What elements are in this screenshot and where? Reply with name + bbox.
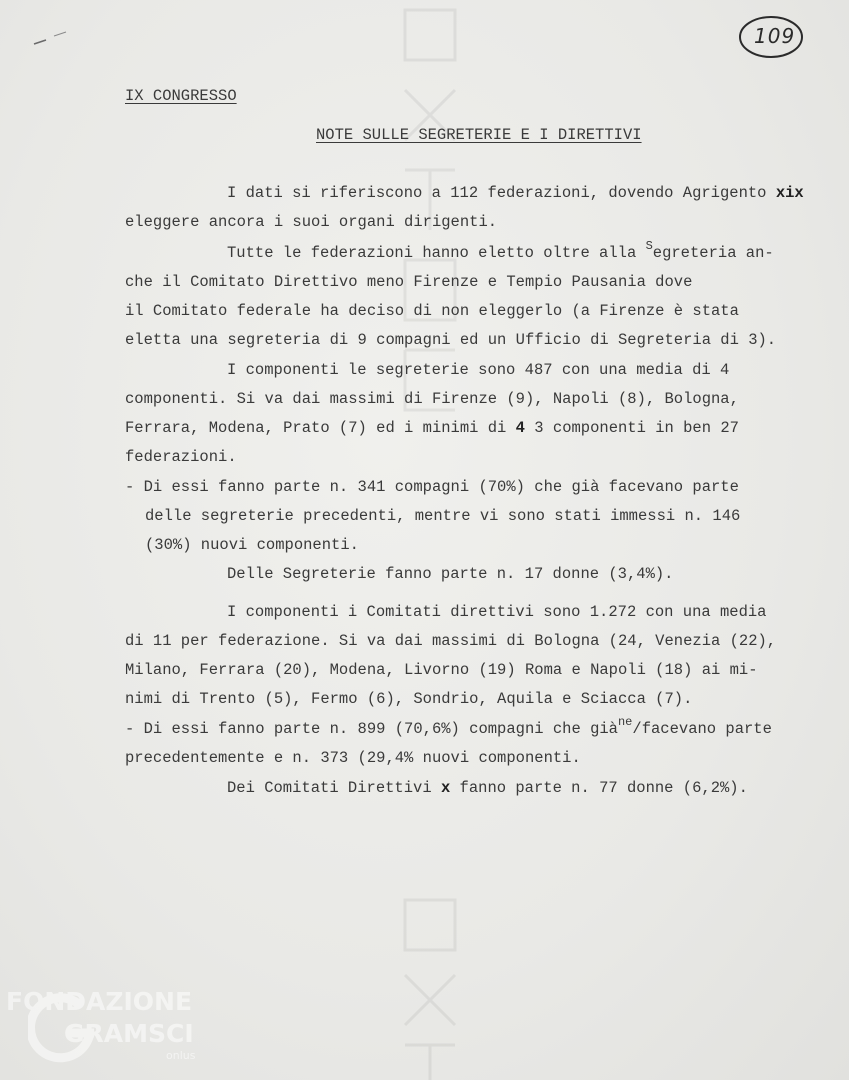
pencil-mark [32, 30, 72, 50]
paragraph-line: eleggere ancora i suoi organi dirigenti. [125, 213, 498, 231]
page-number: 109 [754, 24, 796, 48]
logo-suffix: onlus [166, 1049, 196, 1062]
paragraph-line: di 11 per federazione. Si va dai massimi di Bologna (24, Venezia (22), [125, 632, 777, 650]
paragraph-line [227, 183, 804, 203]
paragraph-line: componenti. Si va dai massimi di Firenze (9), Napoli (8), Bologna, [125, 390, 739, 408]
paragraph-line [227, 239, 774, 264]
paragraph-line: precedentemente e n. 373 (29,4% nuovi componenti. [125, 749, 581, 767]
paragraph-line [125, 418, 739, 438]
struck-text: xix [775, 184, 804, 202]
paragraph-line [125, 715, 772, 740]
paragraph-line: eletta una segreteria di 9 compagni ed un Ufficio di Segreteria di 3). [125, 331, 777, 349]
text-run: I dati si riferiscono a 112 federazioni, dovendo Agrigento [227, 184, 767, 202]
paragraph-line: Milano, Ferrara (20), Modena, Livorno (19) Roma e Napoli (18) ai mi- [125, 661, 758, 679]
paragraph-line: Delle Segreterie fanno parte n. 17 donne (3,4%). [227, 565, 674, 583]
paragraph-line: delle segreterie precedenti, mentre vi sono stati immessi n. 146 [145, 507, 741, 525]
paragraph-line: il Comitato federale ha deciso di non eleggerlo (a Firenze è stata [125, 302, 739, 320]
handwritten-correction: S [645, 239, 653, 253]
fondazione-gramsci-logo [6, 985, 216, 1075]
page-title: NOTE SULLE SEGRETERIE E I DIRETTIVI [316, 126, 642, 144]
logo-line1: FONDAZIONE [6, 987, 193, 1016]
struck-text: x [440, 779, 451, 797]
paragraph-line: federazioni. [125, 448, 237, 466]
text-run: egreteria an- [652, 244, 774, 262]
bleed-through-watermark [395, 0, 465, 1080]
text-run: Dei Comitati Direttivi [227, 779, 441, 797]
paragraph-line [227, 778, 748, 798]
congress-heading: IX CONGRESSO [125, 87, 237, 105]
paragraph-line: - Di essi fanno parte n. 341 compagni (70%) che già facevano parte [125, 478, 739, 496]
struck-text: 4 [515, 419, 525, 437]
text-run: Tutte le federazioni hanno eletto oltre alla [227, 244, 646, 262]
text-run: fanno parte n. 77 donne (6,2%). [450, 779, 748, 797]
text-run: - Di essi fanno parte n. 899 (70,6%) compagni che già [125, 720, 618, 738]
text-run: 3 componenti in ben 27 [524, 419, 739, 437]
text-run: Ferrara, Modena, Prato (7) ed i minimi di [125, 419, 516, 437]
paragraph-line: che il Comitato Direttivo meno Firenze e Tempio Pausania dove [125, 273, 693, 291]
paragraph-line: (30%) nuovi componenti. [145, 536, 359, 554]
logo-line2: GRAMSCI [64, 1019, 194, 1048]
text-run: /facevano parte [632, 720, 772, 738]
handwritten-correction: ne [617, 715, 633, 729]
paragraph-line: nimi di Trento (5), Fermo (6), Sondrio, Aquila e Sciacca (7). [125, 690, 693, 708]
paragraph-line: I componenti le segreterie sono 487 con una media di 4 [227, 361, 730, 379]
paragraph-line: I componenti i Comitati direttivi sono 1.272 con una media [227, 603, 767, 621]
